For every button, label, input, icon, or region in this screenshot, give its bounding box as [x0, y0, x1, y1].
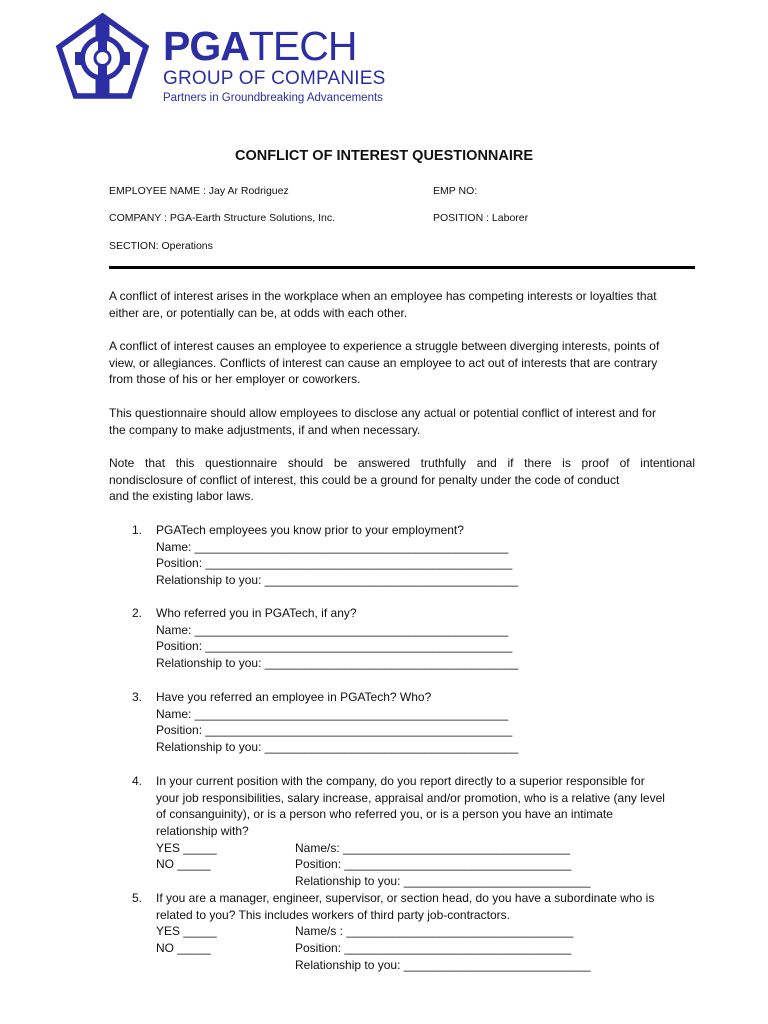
position-field: POSITION : Laborer	[433, 212, 529, 224]
paragraph-line: A conflict of interest causes an employee to experience a struggle between diverging interests, points of	[109, 339, 660, 353]
answer-row	[156, 957, 696, 974]
answer-row	[156, 923, 696, 940]
paragraph-line: the company to make adjustments, if and when necessary.	[109, 422, 421, 437]
question-number: 2.	[132, 606, 143, 620]
employee-name-field: EMPLOYEE NAME : Jay Ar Rodriguez	[109, 185, 289, 197]
question-text-line: of consanguinity), or is a person who referred you, or is a person you have an intimate	[156, 807, 613, 822]
brand-name-light: TECH	[248, 23, 357, 69]
paragraph-purpose	[109, 405, 695, 438]
pgatech-logo-icon	[55, 13, 150, 99]
question-text: Have you referred an employee in PGATech? Who?	[156, 690, 432, 704]
position-blank[interactable]: Position: __________________________________	[295, 857, 572, 872]
paragraph-note	[109, 455, 695, 505]
yes-blank[interactable]: YES _____	[156, 840, 217, 855]
relationship-blank[interactable]: Relationship to you: ____________________________	[295, 957, 591, 972]
position-blank[interactable]: Position: ______________________________________________	[156, 556, 513, 571]
paragraph-line: Note that this questionnaire should be answered truthfully and if there is proof of intentional	[109, 456, 695, 470]
paragraph-line: This questionnaire should allow employees to disclose any actual or potential conflict of interest and for	[109, 406, 656, 420]
question-number: 3.	[132, 690, 143, 704]
answer-row	[156, 940, 696, 957]
paragraph-line: nondisclosure of conflict of interest, this could be a ground for penalty under the code of conduct	[109, 472, 620, 487]
relationship-blank[interactable]: Relationship to you: ______________________________________	[156, 573, 519, 588]
names-blank[interactable]: Name/s : __________________________________	[295, 924, 574, 939]
brand-block	[163, 23, 386, 106]
document-title: CONFLICT OF INTEREST QUESTIONNAIRE	[234, 148, 534, 164]
paragraph-line: and the existing labor laws.	[109, 489, 254, 504]
name-blank[interactable]: Name: _______________________________________________	[156, 622, 509, 637]
names-blank[interactable]: Name/s: __________________________________	[295, 840, 570, 855]
paragraph-struggle	[109, 338, 695, 388]
brand-name-bold: PGA	[163, 23, 249, 69]
position-blank[interactable]: Position: ______________________________________________	[156, 723, 513, 738]
paragraph-line: A conflict of interest arises in the workplace when an employee has competing interests or loyalties that	[109, 289, 657, 303]
brand-name	[163, 23, 385, 69]
question-number: 5.	[132, 891, 143, 905]
paragraph-definition	[109, 288, 695, 321]
header-divider	[109, 266, 695, 269]
relationship-blank[interactable]: Relationship to you: ______________________________________	[156, 656, 519, 671]
name-blank[interactable]: Name: _______________________________________________	[156, 539, 509, 554]
question-text: PGATech employees you know prior to your employment?	[156, 523, 464, 537]
brand-tagline: Partners in Groundbreaking Advancements	[163, 92, 383, 104]
answer-row	[156, 840, 696, 857]
position-blank[interactable]: Position: __________________________________	[295, 941, 572, 956]
question-number: 1.	[132, 523, 143, 537]
question-text-line: relationship with?	[156, 824, 249, 839]
yes-blank[interactable]: YES _____	[156, 924, 217, 939]
section-field: SECTION: Operations	[109, 240, 213, 252]
question-text-line: related to you? This includes workers of third party job-contractors.	[156, 907, 510, 922]
relationship-blank[interactable]: Relationship to you: ______________________________________	[156, 740, 519, 755]
paragraph-line: from those of his or her employer or coworkers.	[109, 372, 361, 387]
no-blank[interactable]: NO _____	[156, 941, 211, 956]
emp-no-field: EMP NO:	[433, 185, 478, 197]
question-text-line: If you are a manager, engineer, supervisor, or section head, do you have a subordinate who is	[156, 891, 655, 905]
question-text-line: In your current position with the company, do you report directly to a superior responsible for	[156, 774, 645, 788]
company-field: COMPANY : PGA-Earth Structure Solutions, Inc.	[109, 212, 336, 224]
brand-group: GROUP OF COMPANIES	[163, 68, 386, 89]
question-number: 4.	[132, 774, 143, 788]
question-text-line: your job responsibilities, salary increase, appraisal and/or promotion, who is a relative (any level	[156, 790, 665, 805]
relationship-blank[interactable]: Relationship to you: ____________________________	[295, 874, 591, 889]
answer-row	[156, 873, 696, 890]
no-blank[interactable]: NO _____	[156, 857, 211, 872]
answer-row	[156, 856, 696, 873]
paragraph-line: either are, or potentially can be, at odds with each other.	[109, 305, 408, 320]
position-blank[interactable]: Position: ______________________________________________	[156, 639, 513, 654]
question-text: Who referred you in PGATech, if any?	[156, 606, 357, 620]
name-blank[interactable]: Name: _______________________________________________	[156, 706, 509, 721]
paragraph-line: view, or allegiances. Conflicts of interest can cause an employee to act out of interests that are contrary	[109, 355, 658, 370]
